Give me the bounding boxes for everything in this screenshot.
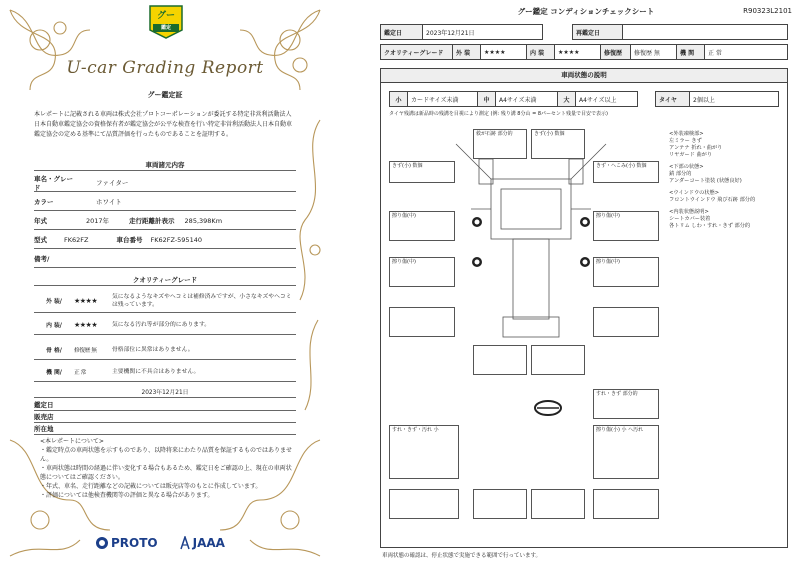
tire-note: タイヤ残溝は新品時の残溝を目視により測定 (例: 残り溝 8分山 = 8パーセント残量で目安で表示) — [389, 111, 608, 117]
name-label: 車名・グレード — [34, 174, 73, 192]
damage-box-rear-right: すれ・きず 部分的 — [593, 389, 659, 419]
chassis-value: FK62FZ-595140 — [150, 235, 202, 244]
condition-side-notes — [669, 131, 781, 230]
engine-label: 機 関 — [677, 45, 705, 60]
row-location — [34, 423, 296, 435]
footer-logos — [96, 532, 246, 554]
jaaa-logo — [180, 536, 225, 550]
row-appraisal-date — [34, 399, 296, 411]
condition-panel — [380, 68, 788, 548]
quality-row-frame — [34, 340, 296, 360]
size-large: 大 — [558, 92, 576, 107]
ext-label: 外 装 — [453, 45, 481, 60]
side-note-line: シートカバー装着 — [669, 216, 711, 222]
size-large-desc: A4サイズ以上 — [576, 92, 638, 107]
sheet-number: R90323L2101 — [743, 7, 792, 15]
year-value: 2017年 — [86, 217, 110, 225]
mileage-value: 285,398Km — [184, 216, 223, 225]
year-label: 年式 — [34, 217, 47, 225]
mileage-label: 走行距離計表示 — [129, 217, 175, 225]
grade-label: クオリティーグレード — [381, 45, 453, 60]
proto-logo-text: PROTO — [111, 536, 158, 550]
engine-value: 正 常 — [74, 370, 86, 376]
tire-label: タイヤ — [656, 92, 690, 107]
ext-value: ★★★★ — [481, 45, 527, 60]
damage-box-bottom-right: 擦り傷(小) 小 へ汚れ — [593, 425, 659, 479]
size-mid: 中 — [478, 92, 496, 107]
repair-value: 修復歴 無 — [631, 45, 677, 60]
note-item: ・年式、車名、走行距離などの記載については販売店等のもとに作成しています。 — [40, 483, 262, 490]
interior-stars: ★★★★ — [74, 320, 98, 329]
appraisal-date-value: 2023年12月21日 — [141, 389, 189, 396]
date-value: 2023年12月21日 — [423, 25, 543, 40]
side-note-line: 左ミラー きず — [669, 138, 702, 144]
damage-box-right-lower: 擦り傷(中) — [593, 257, 659, 287]
size-small-desc: カードサイズ未満 — [408, 92, 478, 107]
side-note-line: <下部の状態> — [669, 164, 704, 170]
frame-value: 修復歴 無 — [74, 348, 97, 354]
quality-section-title: クオリティーグレード — [132, 276, 198, 284]
damage-box-right-upper: きず・へこみ(小) 数個 — [593, 161, 659, 183]
engine-text: 主要機関に不具合はありません。 — [112, 368, 200, 375]
damage-box-front-right: きず(小) 数個 — [531, 129, 585, 159]
row-shop — [34, 411, 296, 423]
frame-text: 骨格部位に異常はありません。 — [112, 346, 194, 353]
damage-box-empty — [473, 489, 527, 519]
size-mid-desc: A4サイズ未満 — [496, 92, 558, 107]
sheet-title: グー鑑定 コンディションチェックシート — [517, 7, 655, 16]
side-note-line: アンダーコート塗装 (状態良好) — [669, 178, 742, 184]
jaaa-logo-text: JAAA — [192, 536, 225, 550]
proto-logo — [96, 536, 158, 550]
side-note-line: 錆 部分的 — [669, 171, 692, 177]
repair-label: 修復歴 — [601, 45, 631, 60]
location-label: 所在地 — [34, 425, 54, 433]
proto-mark-icon — [96, 537, 108, 549]
damage-box-empty — [473, 345, 527, 375]
size-legend-table — [389, 91, 779, 107]
name-value: ファイター — [96, 179, 129, 187]
damage-box-empty — [389, 307, 455, 337]
color-label: カラー — [34, 198, 54, 206]
re-appraisal-label: 再鑑定日 — [573, 25, 623, 40]
tire-value: 2個以上 — [690, 92, 779, 107]
row-name-grade — [34, 174, 296, 192]
interior-label: 内 装/ — [46, 323, 62, 329]
notes-title: <本レポートについて> — [40, 438, 104, 445]
divider — [34, 285, 296, 286]
side-note-line: フロントウインドウ 飛び石跡 部分的 — [669, 197, 756, 203]
quality-row-engine — [34, 362, 296, 382]
re-appraisal-value — [623, 25, 788, 40]
badge-top-text: グー — [156, 11, 175, 21]
int-value: ★★★★ — [555, 45, 601, 60]
row-color — [34, 193, 296, 211]
damage-box-left-lower: 擦り傷(中) — [389, 257, 455, 287]
condition-title: 車両状態の説明 — [381, 69, 787, 83]
quality-row-interior — [34, 315, 296, 335]
damage-box-left-upper: きず(小) 数個 — [389, 161, 455, 183]
jaaa-mark-icon — [180, 536, 190, 550]
damage-box-bottom-left: すれ・きず・汚れ 小 — [389, 425, 459, 479]
remarks-label: 備考/ — [34, 255, 50, 263]
engine-value: 正 常 — [705, 45, 788, 60]
color-value: ホワイト — [96, 198, 122, 206]
report-title: U-car Grading Report — [66, 58, 264, 78]
model-label: 型式 — [34, 236, 47, 244]
damage-box-empty — [593, 307, 659, 337]
steering-wheel-icon — [533, 399, 563, 417]
exterior-text: 気になるようなキズやヘコミは補修済みですが、小さなキズやヘコミは残っています。 — [112, 293, 292, 308]
model-value: FK62FZ — [64, 235, 89, 244]
condition-check-sheet — [372, 0, 800, 566]
chassis-label: 車台番号 — [116, 236, 143, 244]
divider — [34, 170, 296, 171]
row-model-chassis — [34, 231, 296, 249]
note-item: ・車両状態は時間の経過に伴い変化する場合もあるため、鑑定日をご確認の上、現在の車両状態についてはご確認ください。 — [40, 465, 292, 481]
note-item: ・鑑定時点の車両状態を示すものであり、以降将来にわたり品質を保証するものではありません。 — [40, 447, 293, 463]
vehicle-section-title: 車両諸元内容 — [145, 161, 185, 169]
interior-text: 気になる汚れ等が部分的にあります。 — [112, 321, 211, 328]
header-grade-table — [380, 44, 788, 60]
int-label: 内 装 — [527, 45, 555, 60]
row-year-mileage — [34, 212, 296, 230]
shop-label: 販売店 — [34, 413, 54, 421]
report-notes — [40, 437, 296, 500]
damage-box-right-mid: 擦り傷(中) — [593, 211, 659, 241]
report-subtitle: グー鑑定証 — [147, 91, 183, 99]
row-remarks — [34, 250, 296, 268]
side-note-line: 各トリム しわ・すれ・きず 部分的 — [669, 223, 751, 229]
damage-box-front-left: 救が石跡 部分的 — [473, 129, 527, 159]
size-small: 小 — [390, 92, 408, 107]
damage-box-empty — [531, 345, 585, 375]
damage-box-empty — [593, 489, 659, 519]
badge-bottom-text: 鑑定 — [160, 25, 171, 31]
damage-box-empty — [531, 489, 585, 519]
date-label: 鑑定日 — [381, 25, 423, 40]
damage-box-left-mid: 擦り傷(中) — [389, 211, 455, 241]
exterior-stars: ★★★★ — [74, 296, 98, 305]
side-note-line: <ウインドウの状態> — [669, 190, 720, 196]
frame-label: 骨 格/ — [46, 348, 62, 354]
side-note-line: <外装凍検部> — [669, 131, 704, 137]
appraisal-date-row — [34, 385, 296, 398]
footer-note: 車両状態の確認は、停止状態で実施できる範囲で行っています。 — [382, 553, 542, 559]
header-date-table — [380, 24, 788, 40]
exterior-label: 外 装/ — [46, 299, 62, 305]
note-item: ・評価については他検査機関等の評価と異なる場合があります。 — [40, 492, 214, 499]
quality-row-exterior — [34, 289, 296, 313]
engine-label: 機 関/ — [46, 370, 62, 376]
intro-paragraph: 本レポートに記載される車両は株式会社プロトコーポレーションが委託する特定非営利活動法人日本自動車鑑定協会の資格保有者が鑑定協会が公平な検査を行い特定非営利活動法人日本自動車鑑定協会の定める基準にて品質評価を行ったものであることを証明する。 — [34, 111, 293, 138]
side-note-line: <内装状態説明> — [669, 209, 709, 215]
grading-report — [0, 0, 330, 566]
appraisal-date-label: 鑑定日 — [34, 401, 54, 409]
side-note-line: アンテナ 折れ・曲がり — [669, 145, 723, 151]
damage-box-empty — [389, 489, 459, 519]
side-note-line: リヤガード 曲がり — [669, 152, 713, 158]
